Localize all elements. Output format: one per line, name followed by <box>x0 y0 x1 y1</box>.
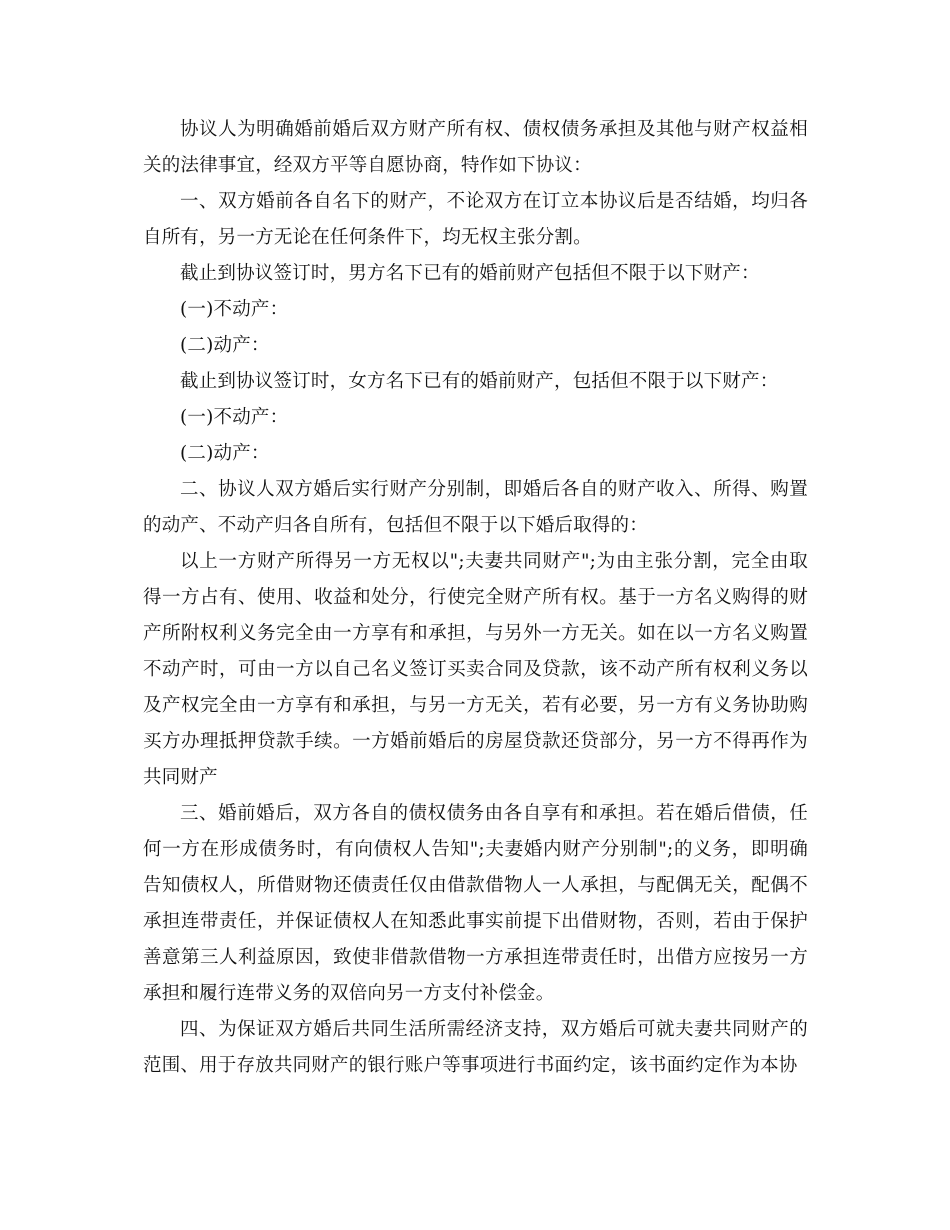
paragraph-clause-4: 四、为保证双方婚后共同生活所需经济支持，双方婚后可就夫妻共同财产的范围、用于存放共同财产的银行账户等事项进行书面约定，该书面约定作为本协 <box>143 1019 808 1076</box>
paragraph-female-real-estate: (一)不动产： <box>180 407 289 428</box>
paragraph-male-real-estate: (一)不动产： <box>180 299 289 320</box>
paragraph-male-movable: (二)动产： <box>180 335 270 356</box>
paragraph-preamble: 协议人为明确婚前婚后双方财产所有权、债权债务承担及其他与财产权益相关的法律事宜，经双方平等自愿协商，特作如下协议： <box>143 119 808 176</box>
paragraph-clause-3: 三、婚前婚后，双方各自的债权债务由各自享有和承担。若在婚后借债，任何一方在形成债务时，有向债权人告知";夫妻婚内财产分别制";的义务，即明确告知债权人，所借财物还债责任仅由借款借物人一人承担，与配偶无关，配偶不承担连带责任，并保证债权人在知悉此事实前提下出借财物，否则，若由于保护善意第三人利益原因，致使非借款借物一方承担连带责任时，出借方应按另一方承担和履行连带义务的双倍向另一方支付补偿金。 <box>143 803 808 1004</box>
paragraph-female-movable: (二)动产： <box>180 443 270 464</box>
paragraph-clause-2: 二、协议人双方婚后实行财产分别制，即婚后各自的财产收入、所得、购置的动产、不动产归各自所有，包括但不限于以下婚后取得的： <box>143 479 808 536</box>
paragraph-male-assets-intro: 截止到协议签订时，男方名下已有的婚前财产包括但不限于以下财产： <box>180 263 760 284</box>
paragraph-clause-1: 一、双方婚前各自名下的财产，不论双方在订立本协议后是否结婚，均归各自所有，另一方无论在任何条件下，均无权主张分割。 <box>143 191 808 248</box>
paragraph-female-assets-intro: 截止到协议签订时，女方名下已有的婚前财产，包括但不限于以下财产： <box>180 371 779 392</box>
paragraph-clause-2-detail: 以上一方财产所得另一方无权以";夫妻共同财产";为由主张分割，完全由取得一方占有、使用、收益和处分，行使完全财产所有权。基于一方名义购得的财产所附权利义务完全由一方享有和承担，与另外一方无关。如在以一方名义购置不动产时，可由一方以自己名义签订买卖合同及贷款，该不动产所有权利义务以及产权完全由一方享有和承担，与另一方无关，若有必要，另一方有义务协助购买方办理抵押贷款手续。一方婚前婚后的房屋贷款还贷部分，另一方不得再作为共同财产 <box>143 551 808 788</box>
document-body <box>143 112 808 1084</box>
